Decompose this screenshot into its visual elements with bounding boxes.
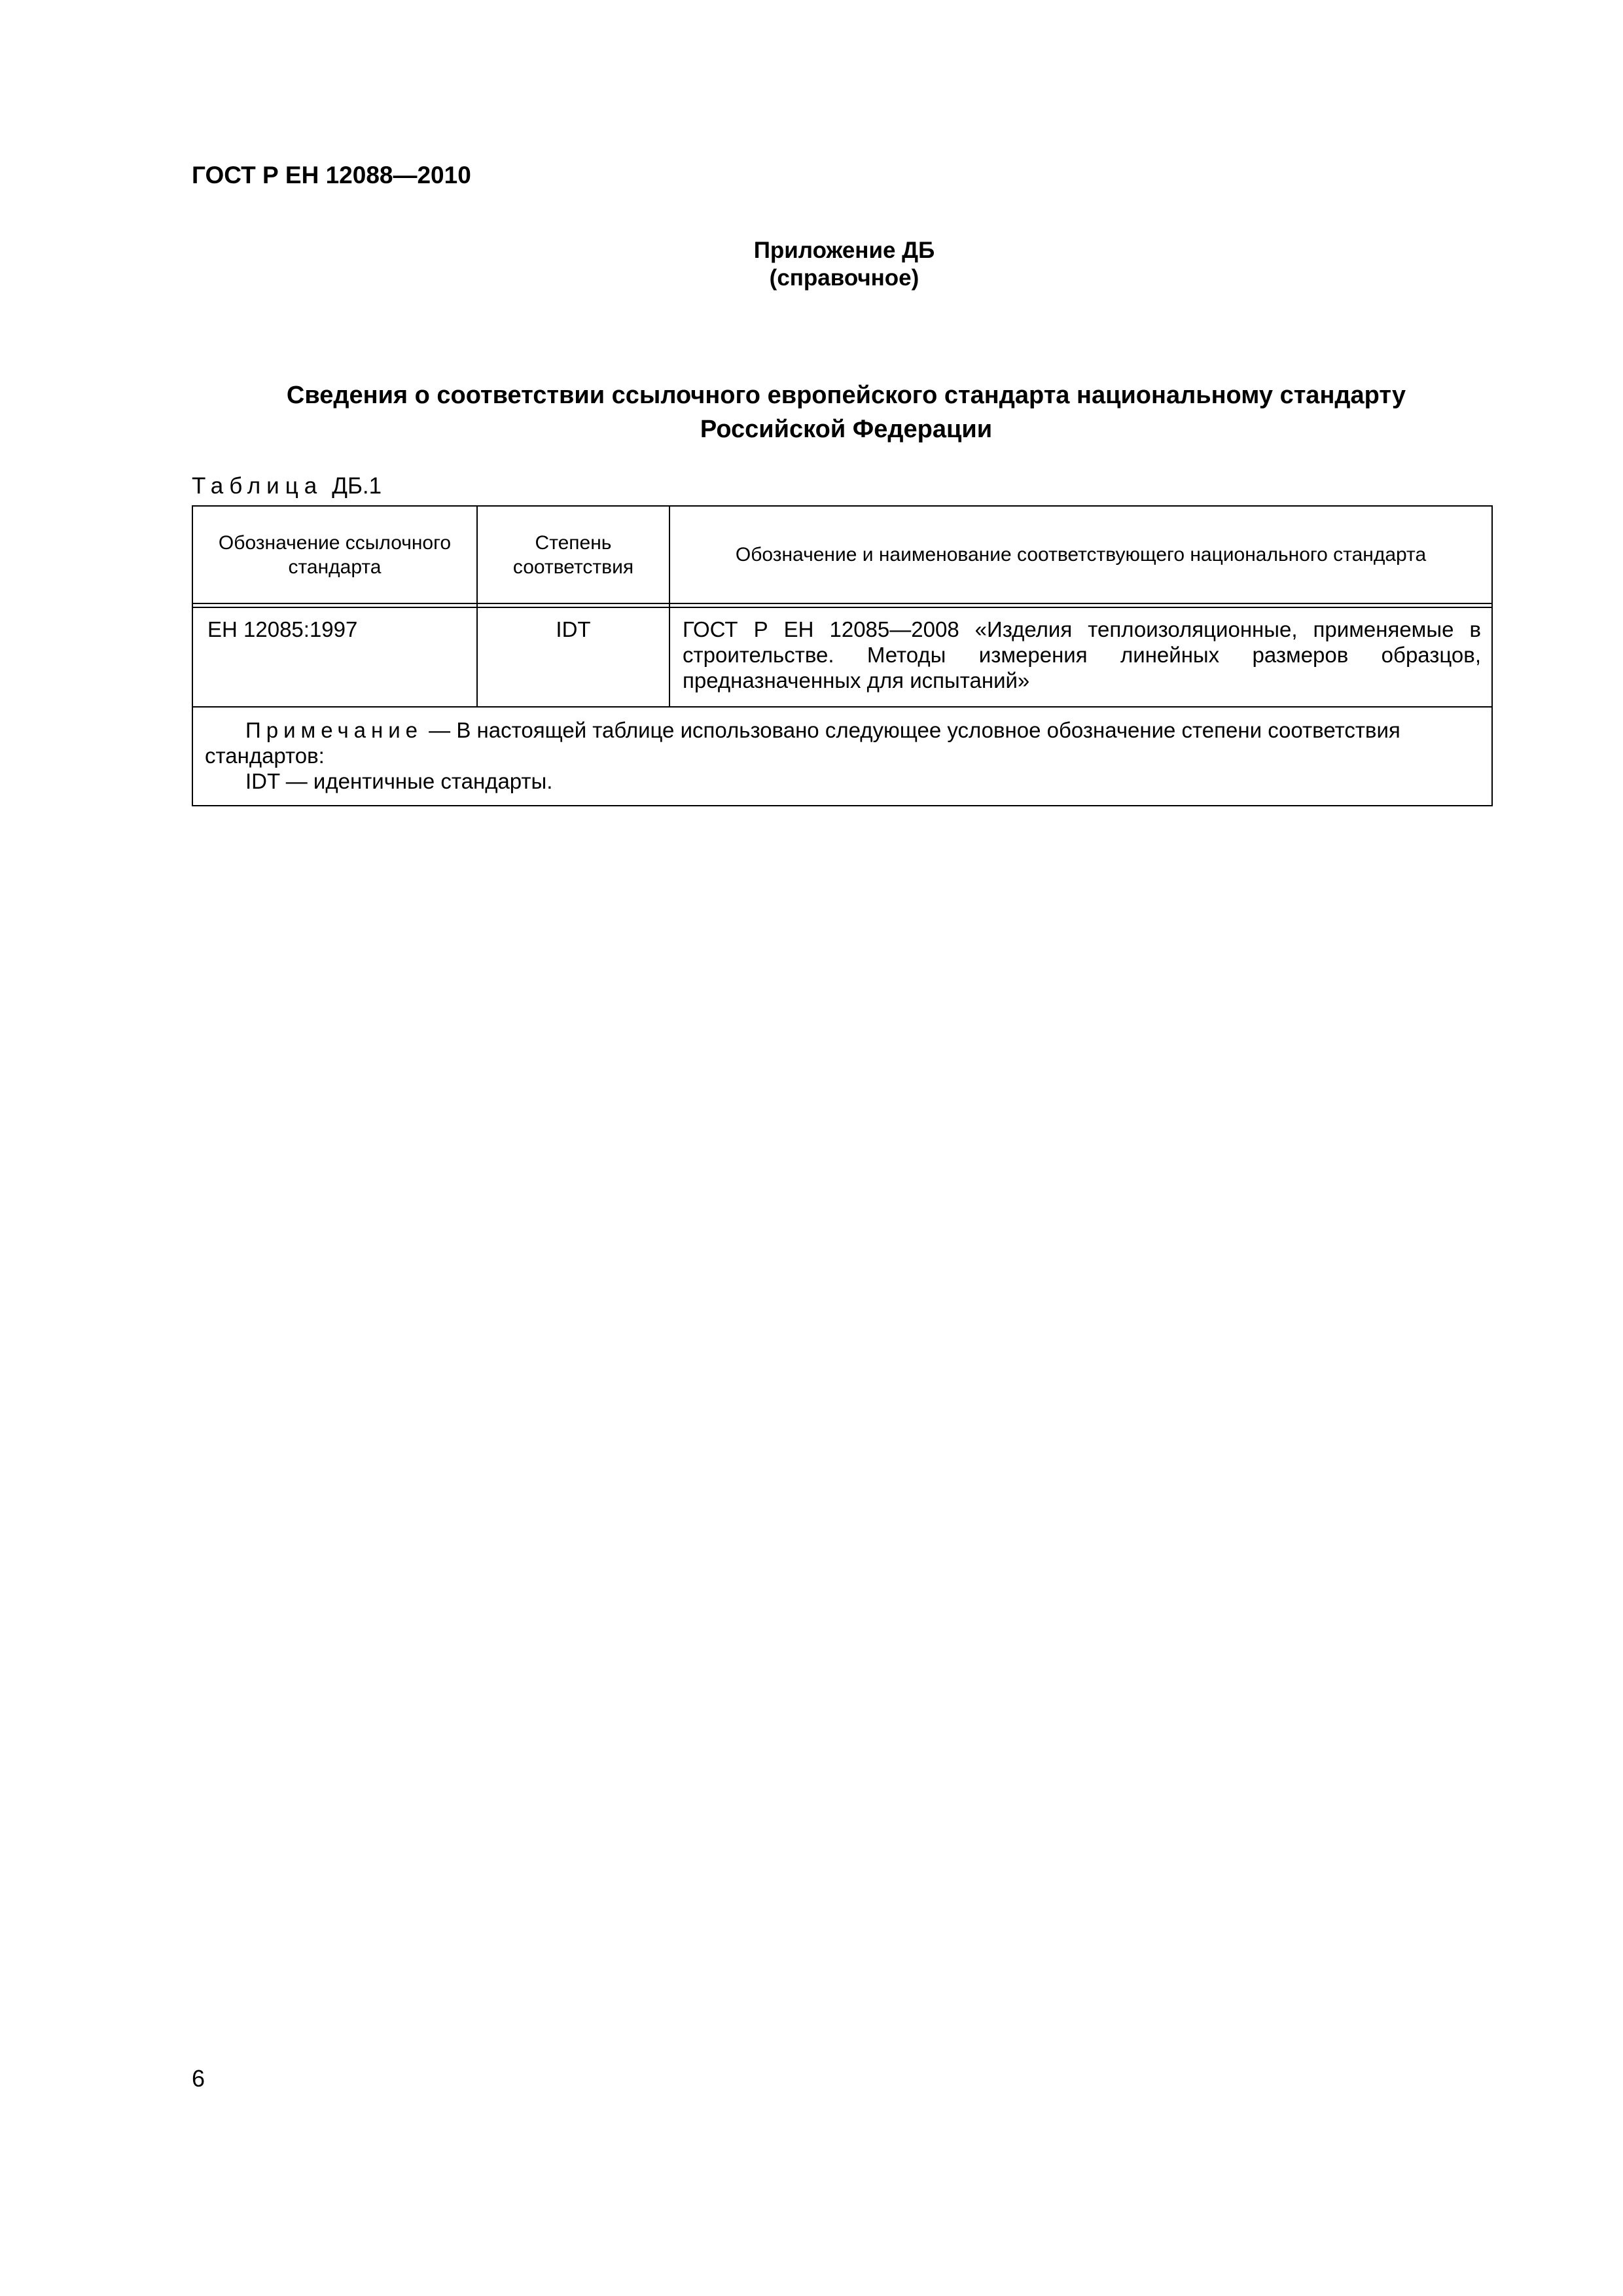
table-divider [669, 607, 670, 706]
heading-line-2: Российской Федерации [700, 416, 993, 443]
cell-national-standard: ГОСТ Р ЕН 12085—2008 «Изделия теплоизоляционные, применяемые в строительстве. Методы измерения линейных размеров образцов, предназначенных для испытаний» [683, 617, 1481, 692]
annex-type: (справочное) [769, 265, 919, 291]
column-header-degree: Степень соответствия [512, 531, 634, 578]
note-label: Примечание [245, 718, 423, 742]
column-header-national-standard: Обозначение и наименование соответствующего национального стандарта [735, 544, 1427, 565]
document-code: ГОСТ Р ЕН 12088—2010 [192, 162, 471, 188]
page-number: 6 [192, 2065, 205, 2092]
table-caption-word: Таблица [192, 473, 323, 499]
note-text: — В настоящей таблице использовано следующее условное обозначение степени соответствия стандартов: [205, 718, 1400, 768]
table-caption-id: ДБ.1 [332, 473, 382, 499]
heading-line-1: Сведения о соответствии ссылочного европейского стандарта национальному стандарту [286, 382, 1406, 409]
row-rule [193, 706, 1491, 708]
table-caption [192, 473, 382, 499]
correspondence-table [192, 505, 1493, 806]
header-rule [193, 603, 1491, 604]
annex-label: Приложение ДБ [753, 238, 935, 263]
note-legend: IDT — идентичные стандарты. [245, 769, 553, 793]
header-rule [193, 607, 1491, 608]
table-note [205, 717, 1481, 794]
cell-degree: IDT [556, 617, 591, 641]
section-heading [192, 378, 1501, 446]
column-header-reference: Обозначение ссылочного стандарта [218, 531, 452, 578]
annex-title [654, 237, 1034, 292]
cell-reference-standard: ЕН 12085:1997 [207, 617, 358, 641]
